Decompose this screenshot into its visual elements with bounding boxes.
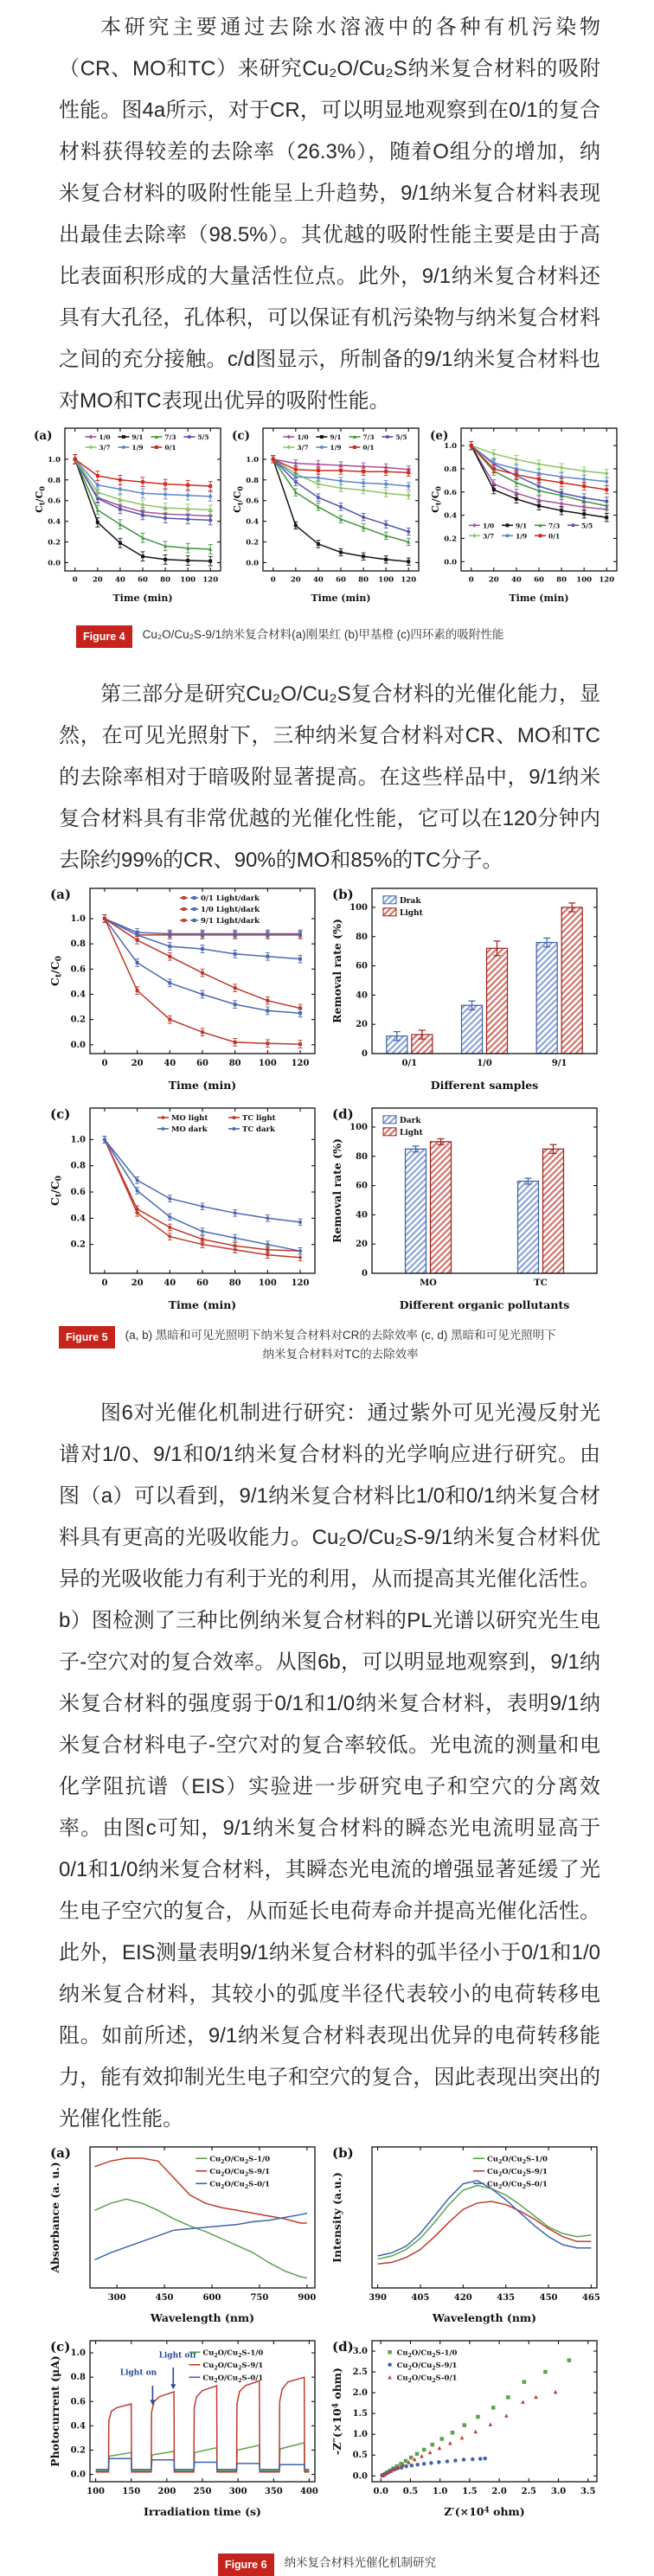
svg-text:1/9: 1/9	[515, 532, 527, 541]
svg-text:900: 900	[298, 2293, 317, 2304]
figure5-caption-line2: 纳米复合材料对TC的去除效率	[262, 1347, 419, 1361]
svg-text:MO dark: MO dark	[171, 1125, 208, 1134]
svg-text:9/1 Light/dark: 9/1 Light/dark	[201, 916, 260, 926]
svg-text:80: 80	[228, 1278, 241, 1288]
svg-text:0.6: 0.6	[70, 1188, 86, 1198]
svg-text:Different organic pollutants: Different organic pollutants	[399, 1298, 570, 1311]
svg-text:Ct/C0: $C_t/C_0$	[33, 486, 46, 513]
svg-text:0.5: 0.5	[352, 2451, 368, 2461]
svg-text:Intensity (a.u.): Intensity (a.u.)	[330, 2172, 343, 2264]
svg-text:MO: MO	[420, 1278, 437, 1288]
svg-text:-Z″(×104 ohm): $-Z''(\times 10^4$ ohm)	[330, 2368, 343, 2456]
paragraph-mechanism: 图6对光催化机制进行研究：通过紫外可见光漫反射光谱对1/0、9/1和0/1纳米复合材料的光学响应进行研究。由图（a）可以看到，9/1纳米复合材料比1/0和0/1纳米复合材料具有更高的光吸收能力。Cu₂O/Cu₂S-9/1纳米复合材料优异的光吸收能力有利于光的利用，从而提高其光催化活性。b）图检测了三种比例纳米复合材料的PL光谱以研究光生电子-空穴对的复合效率。从图6b，可以明显地观察到，9/1纳米复合材料的强度弱于0/1和1/0纳米复合材料，表明9/1纳米复合材料电子-空穴对的复合率较低。光电流的测量和电化学阻抗谱（EIS）实验进一步研究电子和空穴的分离效率。由图c可知，9/1纳米复合材料的瞬态光电流明显高于0/1和1/0纳米复合材料，其瞬态光电流的增强显著延缓了光生电子空穴的复合，从而延长电荷寿命并提高光催化活性。此外，EIS测量表明9/1纳米复合材料的弧半径小于0/1和1/0纳米复合材料，其较小的弧度半径代表较小的电荷转移电阻。如前所述，9/1纳米复合材料表现出优异的电荷转移能力，能有效抑制光生电子和空穴的复合，因此表现出突出的光催化性能。	[59, 1401, 600, 2131]
svg-text:Irradiation time (s): Irradiation time (s)	[144, 2505, 261, 2519]
figure6-caption	[0, 2554, 654, 2576]
svg-text:0.2: 0.2	[70, 1240, 86, 1250]
figure5-badge: Figure 5	[59, 1326, 115, 1349]
svg-text:40: 40	[356, 990, 368, 1001]
svg-text:0.6: 0.6	[47, 497, 61, 506]
svg-text:0.0: 0.0	[245, 559, 259, 568]
svg-text:0.2: 0.2	[443, 535, 457, 544]
svg-text:(a): (a)	[33, 429, 53, 443]
svg-text:Z′(×104 ohm): $Z'(\times 10^4$ ohm)	[444, 2505, 525, 2519]
svg-text:Time (min): Time (min)	[310, 593, 371, 604]
svg-text:80: 80	[357, 575, 369, 585]
svg-text:0.4: 0.4	[70, 990, 86, 1000]
svg-text:40: 40	[356, 1210, 368, 1221]
svg-text:60: 60	[137, 575, 148, 585]
svg-text:0.2: 0.2	[70, 2445, 86, 2456]
svg-text:5/5: 5/5	[394, 433, 407, 441]
svg-text:Cu2O/Cu2S-0/1: $Cu_2O/Cu_2S-0/1$	[396, 2374, 458, 2384]
svg-text:0.5: 0.5	[402, 2487, 419, 2497]
svg-text:40: 40	[312, 575, 324, 585]
svg-text:Time (min): Time (min)	[112, 593, 173, 604]
svg-text:Cu2O/Cu2S-0/1: $Cu_2O/Cu_2S-0/1$	[202, 2374, 264, 2384]
svg-text:1.0: 1.0	[432, 2487, 448, 2497]
figure-4	[0, 422, 654, 648]
chart-fig4a-cr-adsorption	[32, 422, 227, 610]
svg-text:40: 40	[164, 1059, 176, 1068]
svg-text:450: 450	[539, 2293, 558, 2304]
svg-text:Time (min): Time (min)	[508, 593, 569, 604]
svg-text:1/0: 1/0	[482, 522, 494, 530]
svg-text:150: 150	[122, 2487, 141, 2497]
svg-text:0.4: 0.4	[47, 517, 61, 527]
chart-fig6b-pl-intensity	[330, 2140, 606, 2330]
svg-text:0.4: 0.4	[70, 1214, 86, 1224]
svg-text:465: 465	[581, 2293, 600, 2304]
svg-text:0/1: 0/1	[164, 444, 176, 452]
svg-text:Time (min): Time (min)	[168, 1298, 237, 1311]
chart-fig4e-tc-adsorption	[428, 422, 623, 610]
svg-text:120: 120	[598, 575, 614, 585]
svg-text:40: 40	[164, 1278, 176, 1288]
svg-text:Cu2O/Cu2S-1/0: $Cu_2O/Cu_2S-1/0$	[396, 2349, 458, 2359]
svg-text:2.5: 2.5	[352, 2368, 368, 2378]
svg-text:600: 600	[202, 2293, 221, 2304]
svg-text:20: 20	[92, 575, 103, 585]
svg-text:100: 100	[349, 902, 368, 913]
svg-text:80: 80	[159, 575, 170, 585]
svg-text:0: 0	[72, 575, 78, 585]
svg-text:Light: Light	[400, 908, 423, 918]
svg-text:MO light: MO light	[171, 1113, 208, 1123]
svg-text:0: 0	[468, 575, 474, 585]
svg-text:100: 100	[179, 575, 196, 585]
svg-text:450: 450	[155, 2293, 174, 2304]
svg-text:(a): (a)	[50, 2145, 71, 2162]
svg-text:435: 435	[497, 2293, 516, 2304]
svg-text:20: 20	[131, 1278, 144, 1288]
svg-text:1.0: 1.0	[245, 455, 259, 465]
svg-text:7/3: 7/3	[362, 433, 375, 441]
svg-text:Photocurrent (μA): Photocurrent (μA)	[48, 2355, 61, 2468]
svg-text:60: 60	[196, 1278, 208, 1288]
figure4-caption-text: Cu₂O/Cu₂S-9/1纳米复合材料(a)刚果红 (b)甲基橙 (c)四环素的吸附性能	[142, 628, 504, 641]
figure4-caption	[0, 625, 654, 648]
svg-text:1.5: 1.5	[352, 2409, 368, 2419]
svg-text:Drak: Drak	[400, 896, 421, 906]
svg-text:Wavelength (nm): Wavelength (nm)	[432, 2311, 537, 2325]
chart-fig6d-eis-nyquist	[330, 2334, 606, 2524]
svg-text:Cu2O/Cu2S-0/1: $Cu_2O/Cu_2S-0/1$	[209, 2180, 271, 2190]
svg-text:0.6: 0.6	[443, 488, 457, 497]
svg-text:300: 300	[228, 2487, 247, 2497]
svg-text:(c): (c)	[50, 2339, 71, 2355]
svg-text:350: 350	[264, 2487, 283, 2497]
svg-text:420: 420	[453, 2293, 472, 2304]
svg-text:1/0: 1/0	[296, 433, 309, 441]
svg-text:0.0: 0.0	[47, 559, 61, 568]
svg-text:750: 750	[250, 2293, 269, 2304]
svg-text:1.0: 1.0	[47, 455, 61, 465]
svg-text:120: 120	[400, 575, 416, 585]
svg-text:Time (min): Time (min)	[168, 1079, 237, 1092]
figure5-caption-line1: (a, b) 黑暗和可见光照明下纳米复合材料对CR的去除效率 (c, d) 黑暗和可见光照明下	[125, 1329, 556, 1342]
svg-text:Light off: Light off	[158, 2351, 196, 2361]
svg-text:100: 100	[377, 575, 394, 585]
svg-text:405: 405	[411, 2293, 430, 2304]
svg-text:120: 120	[202, 575, 218, 585]
svg-text:1.0: 1.0	[70, 913, 86, 924]
svg-text:390: 390	[369, 2293, 388, 2304]
svg-text:Absorbance (a. u.): Absorbance (a. u.)	[48, 2162, 61, 2273]
svg-text:0/1: 0/1	[548, 532, 560, 541]
figure4-badge: Figure 4	[76, 625, 132, 648]
svg-text:60: 60	[356, 1181, 368, 1191]
svg-text:Ct/C0: $C_t/C_0$	[231, 486, 244, 513]
svg-text:1.5: 1.5	[462, 2487, 478, 2497]
chart-fig4c-mo-adsorption	[230, 422, 425, 610]
svg-text:1.0: 1.0	[70, 1135, 86, 1145]
svg-text:Ct/C0: $C_t/C_0$	[48, 956, 64, 986]
svg-text:60: 60	[196, 1059, 208, 1068]
svg-text:0.0: 0.0	[70, 2470, 86, 2480]
svg-text:20: 20	[290, 575, 301, 585]
chart-fig5c-mo-tc-lightdark	[48, 1101, 324, 1317]
svg-text:3/7: 3/7	[98, 444, 111, 452]
svg-text:Ct/C0: $C_t/C_0$	[429, 486, 442, 513]
svg-text:80: 80	[356, 932, 368, 942]
svg-text:Cu2O/Cu2S-9/1: $Cu_2O/Cu_2S-9/1$	[202, 2361, 264, 2372]
svg-text:Cu2O/Cu2S-1/0: $Cu_2O/Cu_2S-1/0$	[202, 2349, 264, 2359]
svg-text:Removal rate (%): Removal rate (%)	[330, 1138, 343, 1243]
svg-text:0.6: 0.6	[70, 2397, 86, 2407]
svg-text:60: 60	[335, 575, 346, 585]
svg-text:2.0: 2.0	[491, 2487, 507, 2497]
svg-text:0.8: 0.8	[245, 476, 259, 485]
svg-text:100: 100	[258, 1278, 277, 1288]
svg-text:100: 100	[258, 1059, 277, 1068]
chart-fig5d-removal-pollutants	[330, 1101, 606, 1317]
svg-text:Light: Light	[400, 1128, 423, 1137]
svg-text:0: 0	[270, 575, 276, 585]
svg-text:0/1 Light/dark: 0/1 Light/dark	[201, 894, 260, 903]
svg-text:0: 0	[362, 1269, 368, 1278]
svg-text:7/3: 7/3	[164, 433, 176, 441]
svg-text:TC dark: TC dark	[242, 1125, 275, 1134]
svg-text:3/7: 3/7	[296, 444, 309, 452]
svg-text:(a): (a)	[50, 887, 71, 902]
svg-text:0.0: 0.0	[352, 2471, 368, 2482]
svg-text:200: 200	[157, 2487, 176, 2497]
svg-text:Cu2O/Cu2S-1/0: $Cu_2O/Cu_2S-1/0$	[487, 2155, 548, 2165]
svg-text:0.4: 0.4	[70, 2421, 86, 2432]
svg-text:(d): (d)	[332, 1106, 354, 1122]
svg-text:Cu2O/Cu2S-0/1: $Cu_2O/Cu_2S-0/1$	[487, 2180, 548, 2190]
svg-text:9/1: 9/1	[551, 1059, 567, 1068]
svg-text:40: 40	[114, 575, 125, 585]
svg-text:0: 0	[362, 1049, 368, 1059]
figure6-badge: Figure 6	[218, 2554, 274, 2576]
chart-fig6a-uvvis-absorbance	[48, 2140, 324, 2330]
svg-text:1.0: 1.0	[70, 2349, 86, 2359]
svg-text:1.0: 1.0	[443, 442, 457, 452]
svg-text:3.0: 3.0	[352, 2347, 368, 2357]
svg-text:0.2: 0.2	[47, 538, 61, 548]
svg-text:7/3: 7/3	[548, 522, 560, 530]
figure-5	[0, 881, 654, 1363]
svg-text:1/0 Light/dark: 1/0 Light/dark	[201, 905, 260, 914]
svg-text:0.2: 0.2	[70, 1015, 86, 1025]
svg-text:2.0: 2.0	[352, 2388, 368, 2399]
svg-text:5/5: 5/5	[196, 433, 209, 441]
svg-text:60: 60	[533, 575, 544, 585]
svg-text:20: 20	[356, 1240, 368, 1250]
figure6-caption-text: 纳米复合材料光催化机制研究	[284, 2556, 437, 2570]
svg-text:9/1: 9/1	[515, 522, 527, 530]
svg-text:9/1: 9/1	[131, 433, 144, 441]
svg-text:0.4: 0.4	[443, 511, 457, 521]
svg-text:0.4: 0.4	[245, 517, 259, 527]
svg-text:(c): (c)	[231, 429, 250, 443]
figure4-charts	[0, 422, 654, 610]
svg-text:Cu2O/Cu2S-1/0: $Cu_2O/Cu_2S-1/0$	[209, 2155, 271, 2165]
svg-text:80: 80	[228, 1059, 241, 1068]
svg-text:Wavelength (nm): Wavelength (nm)	[150, 2311, 255, 2325]
svg-text:100: 100	[575, 575, 592, 585]
svg-text:0: 0	[101, 1278, 108, 1288]
svg-text:0.8: 0.8	[70, 2373, 86, 2383]
svg-text:(e): (e)	[429, 429, 448, 443]
svg-text:0.8: 0.8	[47, 476, 61, 485]
figure5-caption-text	[125, 1326, 556, 1363]
chart-fig5b-removal-samples	[330, 881, 606, 1098]
svg-text:1/0: 1/0	[477, 1059, 492, 1068]
svg-text:0.0: 0.0	[443, 558, 457, 567]
svg-text:3.5: 3.5	[580, 2487, 596, 2497]
svg-text:1/9: 1/9	[131, 444, 144, 452]
svg-text:Dark: Dark	[400, 1116, 421, 1125]
svg-text:TC: TC	[534, 1278, 548, 1288]
svg-text:400: 400	[299, 2487, 318, 2497]
svg-text:20: 20	[131, 1059, 144, 1068]
svg-text:Different samples: Different samples	[430, 1079, 539, 1092]
svg-text:5/5: 5/5	[580, 522, 593, 530]
figure-6	[0, 2140, 654, 2576]
svg-text:0.0: 0.0	[70, 1040, 86, 1050]
svg-text:3/7: 3/7	[482, 532, 494, 541]
svg-text:20: 20	[356, 1020, 368, 1030]
svg-text:Cu2O/Cu2S-9/1: $Cu_2O/Cu_2S-9/1$	[396, 2361, 458, 2372]
svg-text:1/0: 1/0	[98, 433, 111, 441]
svg-text:3.0: 3.0	[550, 2487, 567, 2497]
svg-text:Cu2O/Cu2S-9/1: $Cu_2O/Cu_2S-9/1$	[487, 2167, 548, 2178]
svg-text:(b): (b)	[332, 2145, 354, 2162]
svg-text:0.6: 0.6	[245, 497, 259, 506]
svg-text:100: 100	[87, 2487, 106, 2497]
svg-text:1/9: 1/9	[329, 444, 342, 452]
svg-text:80: 80	[555, 575, 567, 585]
svg-text:0.8: 0.8	[70, 1161, 86, 1171]
svg-text:0.2: 0.2	[245, 538, 259, 548]
svg-text:(d): (d)	[332, 2339, 354, 2355]
svg-text:120: 120	[291, 1278, 310, 1288]
svg-text:0/1: 0/1	[401, 1059, 418, 1068]
svg-text:(b): (b)	[332, 887, 354, 902]
svg-text:40: 40	[510, 575, 522, 585]
chart-fig5a-cr-lightdark	[48, 881, 324, 1098]
svg-text:120: 120	[291, 1059, 310, 1068]
svg-text:0.8: 0.8	[443, 465, 457, 474]
svg-text:0.8: 0.8	[70, 939, 86, 950]
svg-text:0/1: 0/1	[362, 444, 375, 452]
svg-text:80: 80	[356, 1151, 368, 1162]
svg-text:(c): (c)	[50, 1106, 71, 1122]
paragraph-photocatalysis: 第三部分是研究Cu₂O/Cu₂S复合材料的光催化能力，显然，在可见光照射下，三种纳米复合材料对CR、MO和TC的去除率相对于暗吸附显著提高。在这些样品中，9/1纳米复合材料具有非常优越的光催化性能，它可以在120分钟内去除约99%的CR、90%的MO和85%的TC分子。	[59, 682, 600, 872]
svg-text:300: 300	[107, 2293, 126, 2304]
svg-text:0: 0	[101, 1059, 108, 1068]
svg-text:2.5: 2.5	[521, 2487, 537, 2497]
svg-text:Ct/C0: $C_t/C_0$	[48, 1176, 64, 1206]
figure5-charts	[0, 881, 654, 1317]
svg-text:Cu2O/Cu2S-9/1: $Cu_2O/Cu_2S-9/1$	[209, 2167, 271, 2178]
svg-text:9/1: 9/1	[329, 433, 342, 441]
svg-text:100: 100	[349, 1122, 368, 1132]
svg-text:0.0: 0.0	[373, 2487, 388, 2497]
svg-text:TC light: TC light	[242, 1113, 276, 1123]
chart-fig6c-photocurrent	[48, 2334, 324, 2524]
figure5-caption	[0, 1326, 654, 1363]
svg-text:Removal rate (%): Removal rate (%)	[330, 919, 343, 1023]
paragraph-adsorption: 本研究主要通过去除水溶液中的各种有机污染物（CR、MO和TC）来研究Cu₂O/Cu₂S纳米复合材料的吸附性能。图4a所示，对于CR，可以明显地观察到在0/1的复合材料获得较差的去除率（26.3%），随着O组分的增加，纳米复合材料的吸附性能呈上升趋势，9/1纳米复合材料表现出最佳去除率（98.5%）。其优越的吸附性能主要是由于高比表面积形成的大量活性位点。此外，9/1纳米复合材料还具有大孔径，孔体积，可以保证有机污染物与纳米复合材料之间的充分接触。c/d图显示，所制备的9/1纳米复合材料也对MO和TC表现出优异的吸附性能。	[59, 16, 600, 413]
svg-text:250: 250	[193, 2487, 212, 2497]
svg-text:60: 60	[356, 961, 368, 971]
svg-text:20: 20	[488, 575, 499, 585]
svg-text:1.0: 1.0	[352, 2430, 368, 2440]
figure6-charts	[0, 2140, 654, 2524]
svg-text:0.6: 0.6	[70, 964, 86, 975]
svg-text:Light on: Light on	[119, 2368, 157, 2378]
